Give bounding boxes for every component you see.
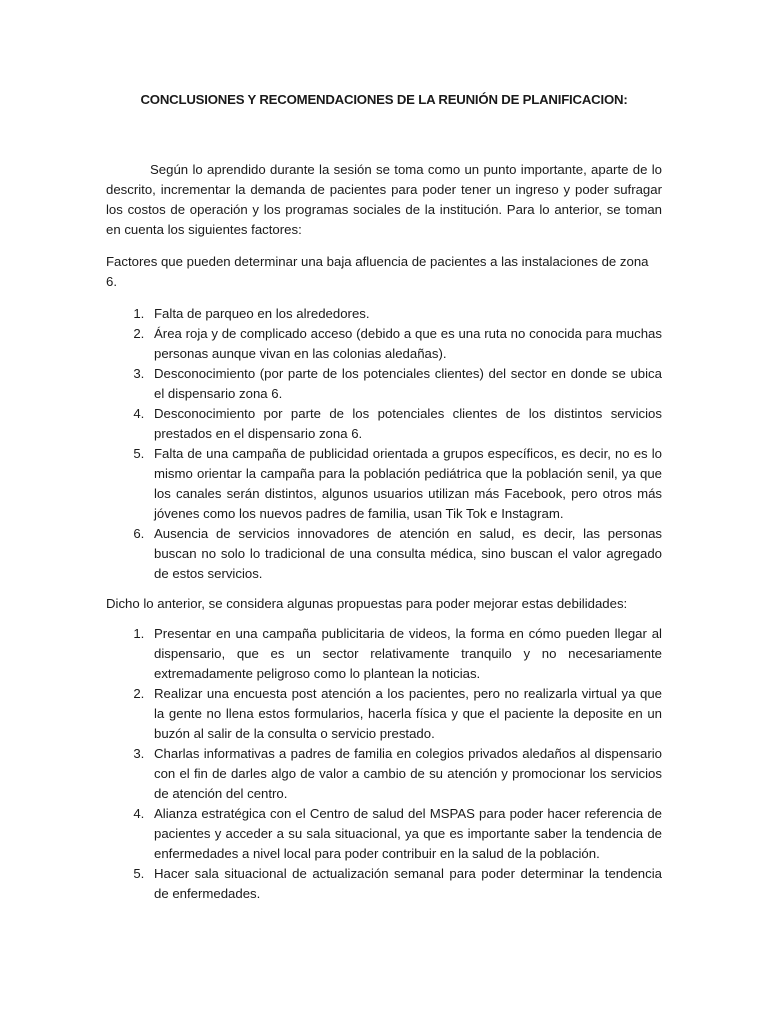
- list-item: 1. Presentar en una campaña publicitaria de videos, la forma en cómo pueden llegar al dispensario, que es un sector relativamente tranquilo y no necesariamente extremadamente peligroso como lo plantean la noticias.: [148, 624, 662, 684]
- list-item: 5. Falta de una campaña de publicidad orientada a grupos específicos, es decir, no es lo mismo orientar la campaña para la población pediátrica que la población senil, ya que los canales serán distintos, algunos usuarios utilizan más Facebook, pero otros más jóvenes como los nuevos padres de familia, usan Tik Tok e Instagram.: [148, 444, 662, 524]
- proposals-heading: Dicho lo anterior, se considera algunas propuestas para poder mejorar estas debilidades:: [106, 596, 628, 611]
- list-item: 2. Área roja y de complicado acceso (debido a que es una ruta no conocida para muchas personas aunque vivan en las colonias aledañas).: [148, 324, 662, 364]
- list-item: 4. Alianza estratégica con el Centro de salud del MSPAS para poder hacer referencia de pacientes y acceder a su sala situacional, ya que es importante saber la tendencia de enfermedades a nivel local para poder contribuir en la salud de la población.: [148, 804, 662, 864]
- list-item: 1. Falta de parqueo en los alrededores.: [148, 304, 662, 324]
- list-item: 3. Desconocimiento (por parte de los potenciales clientes) del sector en donde se ubica el dispensario zona 6.: [148, 364, 662, 404]
- factors-heading: Factores que pueden determinar una baja afluencia de pacientes a las instalaciones de zona 6.: [106, 254, 649, 289]
- factors-list: [106, 304, 662, 584]
- list-item: 4. Desconocimiento por parte de los potenciales clientes de los distintos servicios prestados en el dispensario zona 6.: [148, 404, 662, 444]
- list-item: 3. Charlas informativas a padres de familia en colegios privados aledaños al dispensario con el fin de darles algo de valor a cambio de su atención y promocionar los servicios de atención del centro.: [148, 744, 662, 804]
- list-item: 6. Ausencia de servicios innovadores de atención en salud, es decir, las personas buscan no solo lo tradicional de una consulta médica, sino buscan el valor agregado de estos servicios.: [148, 524, 662, 584]
- list-item: 2. Realizar una encuesta post atención a los pacientes, pero no realizarla virtual ya que la gente no llena estos formularios, hacerla física y que el paciente la deposite en un buzón al salir de la consulta o servicio prestado.: [148, 684, 662, 744]
- proposals-list: [106, 624, 662, 904]
- intro-paragraph: Según lo aprendido durante la sesión se toma como un punto importante, aparte de lo descrito, incrementar la demanda de pacientes para poder tener un ingreso y poder sufragar los costos de operación y los programas sociales de la institución. Para lo anterior, se toman en cuenta los siguientes factores:: [106, 162, 662, 237]
- list-item: 5. Hacer sala situacional de actualización semanal para poder determinar la tendencia de enfermedades.: [148, 864, 662, 904]
- document-title: CONCLUSIONES Y RECOMENDACIONES DE LA REUNIÓN DE PLANIFICACION:: [140, 92, 628, 107]
- document-page: [106, 90, 662, 914]
